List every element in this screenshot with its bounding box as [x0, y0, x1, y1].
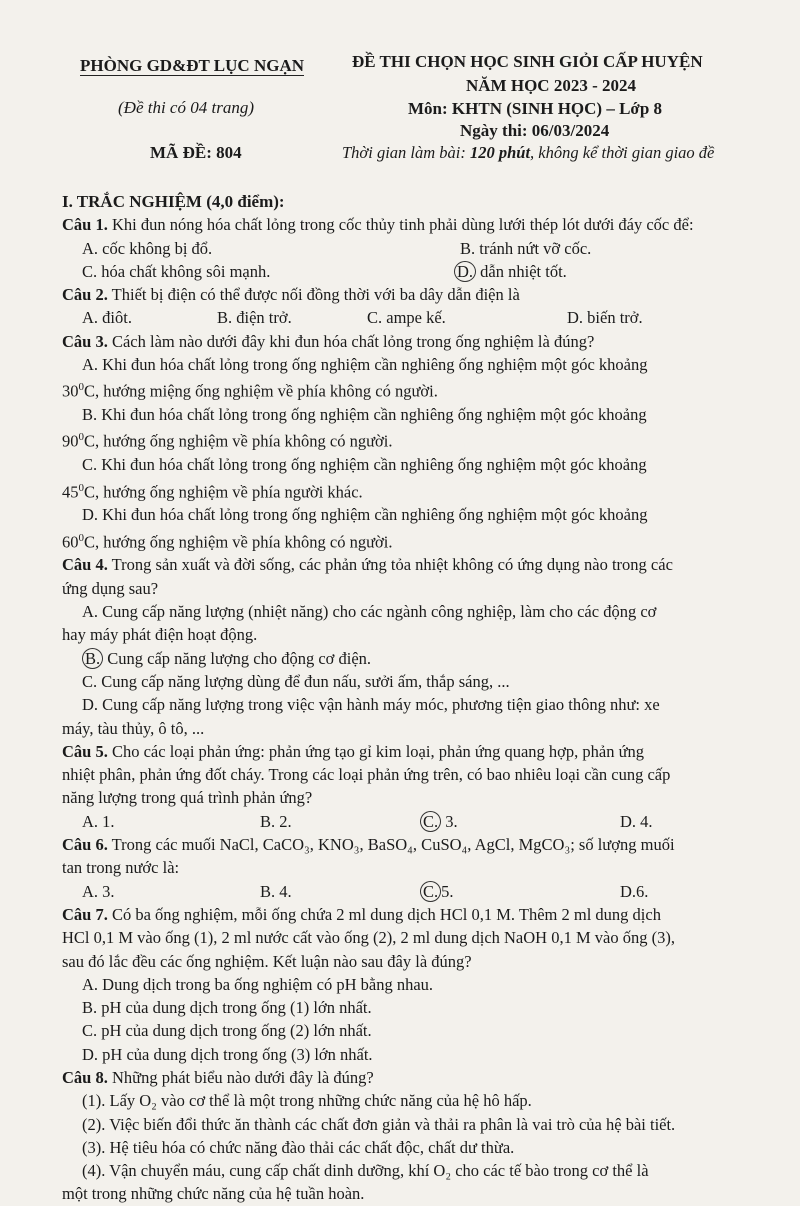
question-7 [62, 903, 774, 926]
option-a: A. 3. [82, 881, 115, 901]
option-b: B. Khi đun hóa chất lỏng trong ống nghiệm cần nghiêng ống nghiệm một góc khoảng [82, 405, 647, 425]
option-b: B. tránh nứt vỡ cốc. [460, 238, 592, 258]
option-a: A. Cung cấp năng lượng (nhiệt năng) cho các ngành công nghiệp, làm cho các động cơ [82, 602, 657, 622]
option-a: A. cốc không bị đổ. [82, 238, 213, 258]
option-b-text: C, hướng ống nghiệm về phía không có người. [84, 431, 393, 451]
answer-mark: D. [454, 261, 476, 282]
answer-mark: B. [82, 648, 103, 669]
option-c: C. pH của dung dịch trong ống (2) lớn nhất. [82, 1021, 372, 1041]
option-a: A. điôt. [82, 308, 132, 328]
question-5 [62, 740, 774, 763]
question-number: Câu 3. [62, 331, 108, 351]
question-text: Trong các muối NaCl, CaCO₃, KNO₃, BaSO₄, CuSO₄, AgCl, MgCO₃; số lượng muối [107, 835, 675, 855]
question-text: Có ba ống nghiệm, mỗi ống chứa 2 ml dung dịch HCl 0,1 M. Thêm 2 ml dung dịch [107, 904, 661, 924]
angle: 90 [62, 431, 79, 451]
question-list [62, 190, 774, 1206]
degree: 0 [78, 531, 84, 544]
option-d: D. pH của dung dịch trong ống (3) lớn nhất. [82, 1044, 373, 1064]
option-b: B. 4. [260, 881, 292, 901]
question-5-cont: nhiệt phân, phản ứng đốt cháy. Trong các loại phản ứng trên, có bao nhiêu loại cần cung cấp [62, 765, 671, 785]
statement-1: (1). Lấy O₂ vào cơ thể là một trong những chức năng của hệ hô hấp. [82, 1091, 532, 1111]
angle: 30 [62, 381, 79, 401]
option-a: A. Dung dịch trong ba ống nghiệm có pH bằng nhau. [82, 974, 434, 994]
statement-2: (2). Việc biến đổi thức ăn thành các chất đơn giản và thải ra phân là vai trò của hệ bài tiết. [82, 1114, 676, 1134]
question-number: Câu 2. [62, 285, 108, 305]
time-suffix: , không kể thời gian giao đề [530, 143, 715, 162]
degree: 0 [78, 381, 84, 394]
question-5-cont2: năng lượng trong quá trình phản ứng? [62, 788, 313, 808]
option-c-text: C, hướng ống nghiệm về phía người khác. [84, 482, 363, 502]
option-b: B. điện trở. [217, 308, 292, 328]
exam-code: MÃ ĐỀ: 804 [150, 143, 242, 162]
option-d: D.6. [620, 881, 649, 901]
question-2 [62, 283, 774, 306]
question-4-cont: ứng dụng sau? [62, 578, 159, 598]
statement-3: (3). Hệ tiêu hóa có chức năng đào thải các chất độc, chất dư thừa. [82, 1137, 515, 1157]
question-8 [62, 1066, 774, 1089]
question-7-cont2: sau đó lắc đều các ống nghiệm. Kết luận nào sau đây là đúng? [62, 951, 472, 971]
option-d-text: C, hướng ống nghiệm về phía không có người. [84, 532, 393, 552]
option-a: A. Khi đun hóa chất lỏng trong ống nghiệm cần nghiêng ống nghiệm một góc khoảng [82, 355, 648, 375]
department-name [80, 56, 304, 76]
option-b: B. 2. [260, 811, 292, 831]
question-text: Cho các loại phản ứng: phản ứng tạo gỉ kim loại, phản ứng quang hợp, phản ứng [107, 741, 645, 761]
option-d-cont [62, 527, 774, 554]
option-c-text: 3. [441, 811, 458, 831]
question-3 [62, 330, 774, 353]
department-text: PHÒNG GD&ĐT LỤC NGẠN [80, 56, 304, 75]
school-year: NĂM HỌC 2023 - 2024 [466, 76, 636, 95]
option-c [420, 810, 620, 833]
exam-date: Ngày thi: 06/03/2024 [460, 121, 610, 140]
question-text: Những phát biểu nào dưới đây là đúng? [107, 1067, 374, 1087]
degree: 0 [78, 431, 84, 444]
question-number: Câu 5. [62, 741, 108, 761]
option-d: D. biến trở. [567, 308, 643, 328]
section-title: I. TRẮC NGHIỆM (4,0 điểm): [62, 192, 285, 211]
option-a-cont: hay máy phát điện hoạt động. [62, 625, 258, 645]
option-c: C. Khi đun hóa chất lỏng trong ống nghiệm cần nghiêng ống nghiệm một góc khoảng [82, 455, 647, 475]
option-b [62, 647, 774, 670]
time-prefix: Thời gian làm bài: [342, 143, 470, 162]
question-5-options [62, 810, 774, 833]
statement-4-cont: một trong những chức năng của hệ tuần hoàn. [62, 1184, 365, 1204]
time-allowed [342, 143, 714, 163]
question-6 [62, 833, 774, 856]
question-6-options [62, 880, 774, 903]
option-d: D. Cung cấp năng lượng trong việc vận hành máy móc, phương tiện giao thông như: xe [82, 695, 660, 715]
question-1-options-row1 [62, 237, 774, 260]
question-1-options-row2 [62, 260, 774, 283]
option-d-cont: máy, tàu thủy, ô tô, ... [62, 718, 205, 738]
answer-mark: C. [420, 811, 441, 832]
exam-title: ĐỀ THI CHỌN HỌC SINH GIỎI CẤP HUYỆN [352, 52, 703, 71]
question-2-options [62, 306, 774, 329]
option-a-cont [62, 376, 774, 403]
answer-mark: C. [420, 881, 441, 902]
question-text: Thiết bị điện có thể được nối đồng thời với ba dây dẫn điện là [107, 285, 520, 305]
question-text: Trong sản xuất và đời sống, các phản ứng tỏa nhiệt không có ứng dụng nào trong các [107, 555, 673, 575]
option-c: C. Cung cấp năng lượng dùng để đun nấu, sưởi ấm, thắp sáng, ... [82, 671, 510, 691]
angle: 60 [62, 532, 79, 552]
option-b-text: Cung cấp năng lượng cho động cơ điện. [103, 648, 372, 668]
option-c: C. ampe kế. [367, 308, 446, 328]
option-c-cont [62, 477, 774, 504]
pages-note: (Đề thi có 04 trang) [118, 98, 254, 117]
time-value: 120 phút [469, 143, 531, 162]
option-d-text: dẫn nhiệt tốt. [476, 261, 567, 281]
question-number: Câu 4. [62, 555, 108, 575]
option-c-text: 5. [441, 881, 454, 901]
question-number: Câu 6. [62, 835, 108, 855]
question-number: Câu 1. [62, 215, 108, 235]
question-1 [62, 213, 774, 236]
option-b-cont [62, 426, 774, 453]
option-a: A. 1. [82, 811, 115, 831]
question-7-cont: HCl 0,1 M vào ống (1), 2 ml nước cất vào ống (2), 2 ml dung dịch NaOH 0,1 M vào ống (3), [62, 928, 675, 948]
question-number: Câu 8. [62, 1067, 108, 1087]
option-c: C. hóa chất không sôi mạnh. [82, 261, 271, 281]
question-text: Cách làm nào dưới đây khi đun hóa chất lỏng trong ống nghiệm là đúng? [107, 331, 595, 351]
statement-4: (4). Vận chuyển máu, cung cấp chất dinh dưỡng, khí O₂ cho các tế bào trong cơ thể là [82, 1161, 649, 1181]
question-4 [62, 553, 774, 576]
option-d: D. Khi đun hóa chất lỏng trong ống nghiệm cần nghiêng ống nghiệm một góc khoảng [82, 505, 648, 525]
option-a-text: C, hướng miệng ống nghiệm về phía không có người. [84, 381, 438, 401]
option-c [420, 880, 620, 903]
question-number: Câu 7. [62, 904, 108, 924]
option-b: B. pH của dung dịch trong ống (1) lớn nhất. [82, 998, 372, 1018]
option-d: D. 4. [620, 811, 653, 831]
degree: 0 [78, 481, 84, 494]
angle: 45 [62, 482, 79, 502]
question-text: Khi đun nóng hóa chất lỏng trong cốc thủy tinh phải dùng lưới thép lót dưới đáy cốc để: [107, 215, 694, 235]
question-6-cont: tan trong nước là: [62, 858, 180, 878]
subject: Môn: KHTN (SINH HỌC) – Lớp 8 [408, 99, 663, 118]
option-d [454, 260, 567, 283]
